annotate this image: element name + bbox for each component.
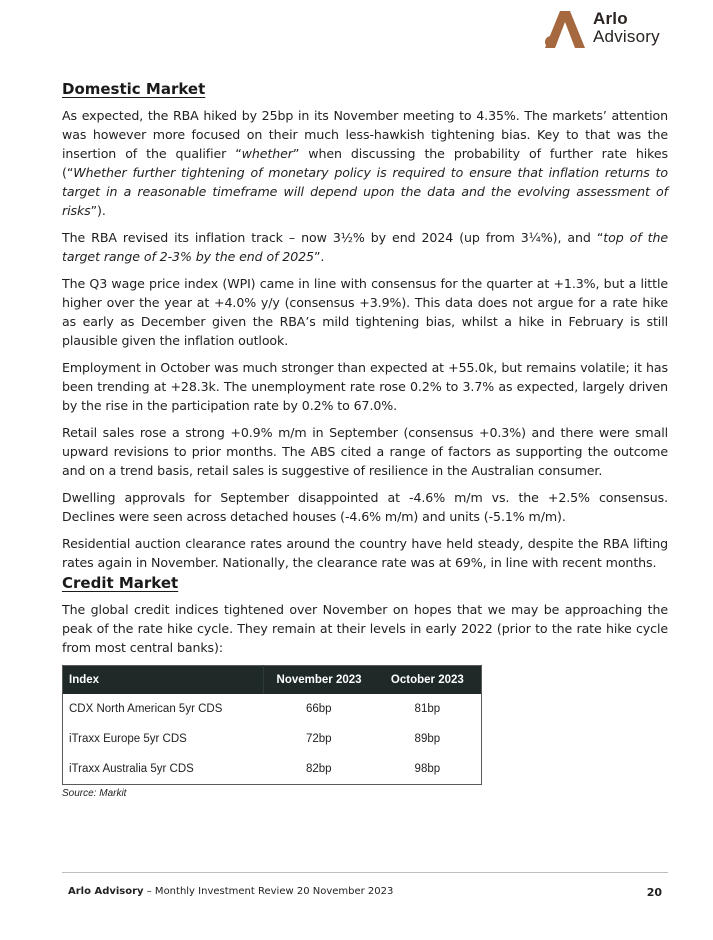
brand-logo [543, 8, 678, 50]
table-row [63, 754, 482, 785]
credit-index-table [62, 665, 482, 785]
brand-wordmark [593, 10, 660, 46]
table-header-november: November 2023 [264, 666, 374, 695]
footer-divider [62, 872, 668, 873]
rba-quote-italic: Whether further tightening of monetary policy is required to ensure that inflation returns to target in a reasonable timeframe will depend upon the data and the evolving assessment of risks [62, 165, 668, 218]
table-cell-november: 66bp [306, 703, 332, 715]
table-cell-october: 81bp [414, 703, 441, 715]
table-row [63, 724, 482, 754]
table-cell-november: 82bp [306, 763, 332, 775]
text-run: As expected, the RBA hiked by 25bp in its November meeting to 4.35%. The markets’ attention was however more focused on their much less-hawkish tightening bias. Key to that was the insertion of the qualifier “ [62, 108, 668, 161]
domestic-market-heading: Domestic Market [62, 80, 206, 98]
rba-quote-italic: top of the target range of 2-3% by the end of 2025 [62, 230, 669, 264]
text-run: ”). [90, 203, 106, 218]
domestic-paragraph-4: Employment in October was much stronger than expected at +55.0k, but remains volatile; it has been trending at +28.3k. The unemployment rate rose 0.2% to 3.7% as expected, largely driven by the rise in the participation rate by 0.2% to 67.0%. [62, 360, 668, 413]
domestic-paragraph-6: Dwelling approvals for September disappointed at -4.6% m/m vs. the +2.5% consensus. Declines were seen across detached houses (-4.6% m/m) and units (-5.1% m/m). [62, 490, 668, 524]
credit-paragraph-1: The global credit indices tightened over November on hopes that we may be approaching the peak of the rate hike cycle. They remain at their levels in early 2022 (prior to the rate hike cycle from most central banks): [62, 602, 668, 655]
domestic-paragraph-7: Residential auction clearance rates around the country have held steady, despite the RBA lifting rates again in November. Nationally, the clearance rate was at 69%, in line with recent months. [62, 536, 668, 570]
table-header-october: October 2023 [374, 666, 482, 695]
footer-brand: Arlo Advisory [68, 886, 144, 897]
domestic-paragraph-2 [62, 228, 668, 266]
text-run: ” when discussing the probability of further rate hikes (“ [62, 146, 668, 180]
domestic-paragraph-5: Retail sales rose a strong +0.9% m/m in September (consensus +0.3%) and there were small upward revisions to prior months. The ABS cited a range of factors as supporting the outcome and on a trend basis, retail sales is suggestive of resilience in the Australian consumer. [62, 425, 668, 478]
table-cell-november: 72bp [306, 733, 332, 745]
table-cell-october: 98bp [414, 763, 441, 775]
footer-description: – Monthly Investment Review 20 November 2023 [143, 886, 394, 897]
table-row [63, 694, 482, 724]
table-header-index: Index [63, 666, 264, 695]
domestic-paragraph-3: The Q3 wage price index (WPI) came in line with consensus for the quarter at +1.3%, but a little higher over the year at +4.0% y/y (consensus +3.9%). This data does not argue for a rate hike as early as December given the RBA’s mild tightening bias, whilst a hike in February is still plausible given the inflation outlook. [62, 276, 668, 348]
footer-text [68, 886, 393, 897]
page-number: 20 [646, 886, 662, 899]
brand-line1: Arlo [593, 9, 628, 28]
table-cell-october: 89bp [414, 733, 441, 745]
table-header-row [63, 666, 482, 695]
text-run: ”. [313, 249, 325, 264]
credit-market-heading: Credit Market [62, 574, 179, 592]
domestic-paragraph-1 [62, 106, 668, 220]
text-run-italic: whether [241, 146, 293, 161]
text-run: The RBA revised its inflation track – now 3½% by end 2024 (up from 3¼%), and “ [62, 230, 604, 245]
table-cell-index: iTraxx Europe 5yr CDS [69, 733, 187, 745]
table-cell-index: iTraxx Australia 5yr CDS [69, 763, 194, 775]
brand-line2: Advisory [593, 27, 660, 46]
table-cell-index: CDX North American 5yr CDS [69, 703, 223, 715]
table-source-note: Source: Markit [62, 788, 127, 799]
arlo-logo-mark-icon [543, 8, 589, 50]
page-content [62, 78, 668, 799]
